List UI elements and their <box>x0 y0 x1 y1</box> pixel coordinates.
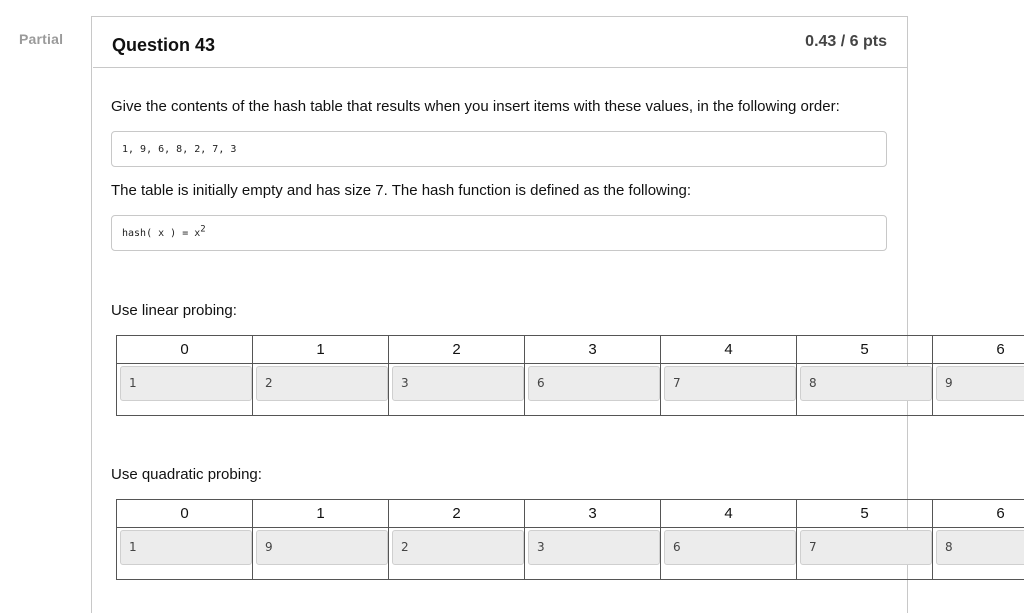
quadratic-input-3[interactable]: 3 <box>528 530 660 565</box>
linear-input-6[interactable]: 9 <box>936 366 1024 401</box>
quadratic-header-row <box>117 500 1024 528</box>
linear-input-1[interactable]: 2 <box>256 366 388 401</box>
linear-header-4: 4 <box>661 336 797 364</box>
insert-sequence-code <box>111 131 887 167</box>
quadratic-cell-2 <box>389 528 525 580</box>
quadratic-cell-1 <box>253 528 389 580</box>
quadratic-cell-4 <box>661 528 797 580</box>
linear-cell-3 <box>525 364 661 416</box>
linear-header-3: 3 <box>525 336 661 364</box>
linear-input-4[interactable]: 7 <box>664 366 796 401</box>
quadratic-header-6: 6 <box>933 500 1024 528</box>
quadratic-input-1[interactable]: 9 <box>256 530 388 565</box>
quadratic-input-2[interactable]: 2 <box>392 530 524 565</box>
quadratic-input-4[interactable]: 6 <box>664 530 796 565</box>
linear-probing-label: Use linear probing: <box>111 302 237 319</box>
partial-status-label: Partial <box>19 31 64 47</box>
linear-cell-5 <box>797 364 933 416</box>
prompt-intro: Give the contents of the hash table that results when you insert items with these values, in the following order: <box>111 98 840 115</box>
linear-probing-table <box>116 335 1024 416</box>
insert-sequence-text: 1, 9, 6, 8, 2, 7, 3 <box>122 144 237 155</box>
table-description: The table is initially empty and has size 7. The hash function is defined as the following: <box>111 182 692 199</box>
linear-header-5: 5 <box>797 336 933 364</box>
quadratic-header-3: 3 <box>525 500 661 528</box>
quadratic-header-0: 0 <box>117 500 253 528</box>
linear-cell-4 <box>661 364 797 416</box>
question-header <box>93 18 907 68</box>
linear-header-2: 2 <box>389 336 525 364</box>
hash-function-text: hash( x ) = x <box>122 228 201 239</box>
quadratic-probing-table <box>116 499 1024 580</box>
linear-input-5[interactable]: 8 <box>800 366 932 401</box>
quadratic-cell-3 <box>525 528 661 580</box>
quadratic-cell-6 <box>933 528 1024 580</box>
hash-function-code <box>111 215 887 251</box>
quadratic-header-2: 2 <box>389 500 525 528</box>
quadratic-header-5: 5 <box>797 500 933 528</box>
quadratic-header-1: 1 <box>253 500 389 528</box>
linear-header-6: 6 <box>933 336 1024 364</box>
linear-header-1: 1 <box>253 336 389 364</box>
linear-header-row <box>117 336 1024 364</box>
question-points: 0.43 / 6 pts <box>805 33 887 50</box>
quadratic-cell-0 <box>117 528 253 580</box>
question-title: Question 43 <box>112 35 216 55</box>
hash-function-exponent: 2 <box>200 224 206 235</box>
linear-input-0[interactable]: 1 <box>120 366 252 401</box>
quadratic-input-5[interactable]: 7 <box>800 530 932 565</box>
linear-cell-6 <box>933 364 1024 416</box>
quadratic-probing-label: Use quadratic probing: <box>111 466 262 483</box>
linear-value-row <box>117 364 1024 416</box>
quadratic-value-row <box>117 528 1024 580</box>
linear-input-2[interactable]: 3 <box>392 366 524 401</box>
quadratic-input-6[interactable]: 8 <box>936 530 1024 565</box>
linear-cell-1 <box>253 364 389 416</box>
linear-cell-2 <box>389 364 525 416</box>
quadratic-header-4: 4 <box>661 500 797 528</box>
quadratic-cell-5 <box>797 528 933 580</box>
linear-cell-0 <box>117 364 253 416</box>
linear-header-0: 0 <box>117 336 253 364</box>
linear-input-3[interactable]: 6 <box>528 366 660 401</box>
quadratic-input-0[interactable]: 1 <box>120 530 252 565</box>
